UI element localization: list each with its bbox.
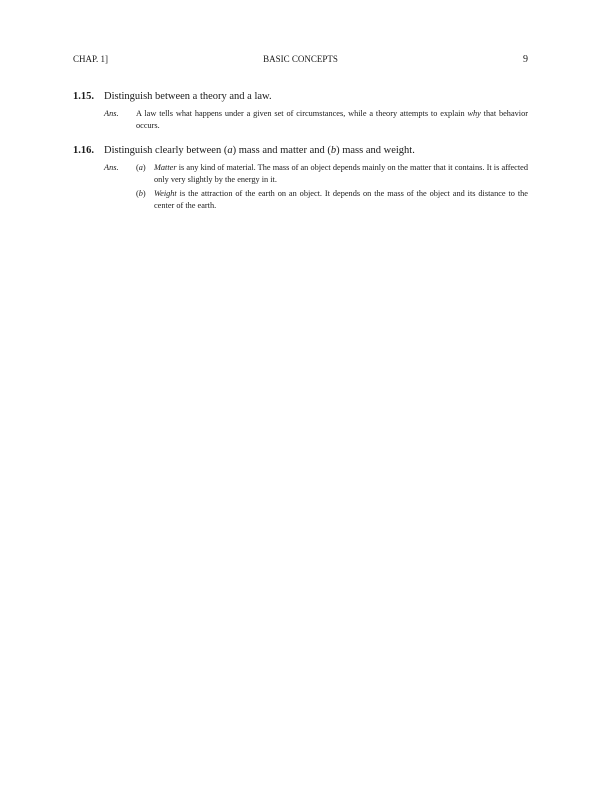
answer-part-a [136, 162, 528, 185]
term: Matter [154, 163, 177, 172]
term: Weight [154, 189, 177, 198]
answer [73, 162, 528, 214]
problem-1-16 [73, 144, 528, 214]
question [73, 144, 528, 157]
chapter-title: BASIC CONCEPTS [263, 54, 338, 64]
emphasis: why [467, 109, 481, 118]
answer-part-b [136, 188, 528, 211]
chapter-label: CHAP. 1] [73, 54, 109, 64]
part-label: (b) [136, 189, 146, 198]
part-text: Matter is any kind of material. The mass of an object depends mainly on the matter that it contains. It is affected only very slightly by the energy in it. [154, 163, 528, 184]
running-header [73, 54, 528, 68]
problem-number: 1.15. [73, 91, 94, 102]
answer-text: A law tells what happens under a given set of circumstances, while a theory attempts to explain why that behavior occurs. [136, 109, 528, 130]
problem-1-15 [73, 90, 528, 131]
answer [73, 108, 528, 131]
question-text: Distinguish between a theory and a law. [104, 91, 272, 102]
answer-label: Ans. [104, 163, 119, 172]
part-label: (a) [136, 163, 146, 172]
answer-label: Ans. [104, 109, 119, 118]
page-number: 9 [523, 54, 528, 65]
answer-parts [136, 162, 528, 214]
question-text: Distinguish clearly between (a) mass and matter and (b) mass and weight. [104, 145, 415, 156]
part-text: Weight is the attraction of the earth on an object. It depends on the mass of the object and its distance to the center of the earth. [154, 189, 528, 210]
question [73, 90, 528, 103]
problem-number: 1.16. [73, 145, 94, 156]
